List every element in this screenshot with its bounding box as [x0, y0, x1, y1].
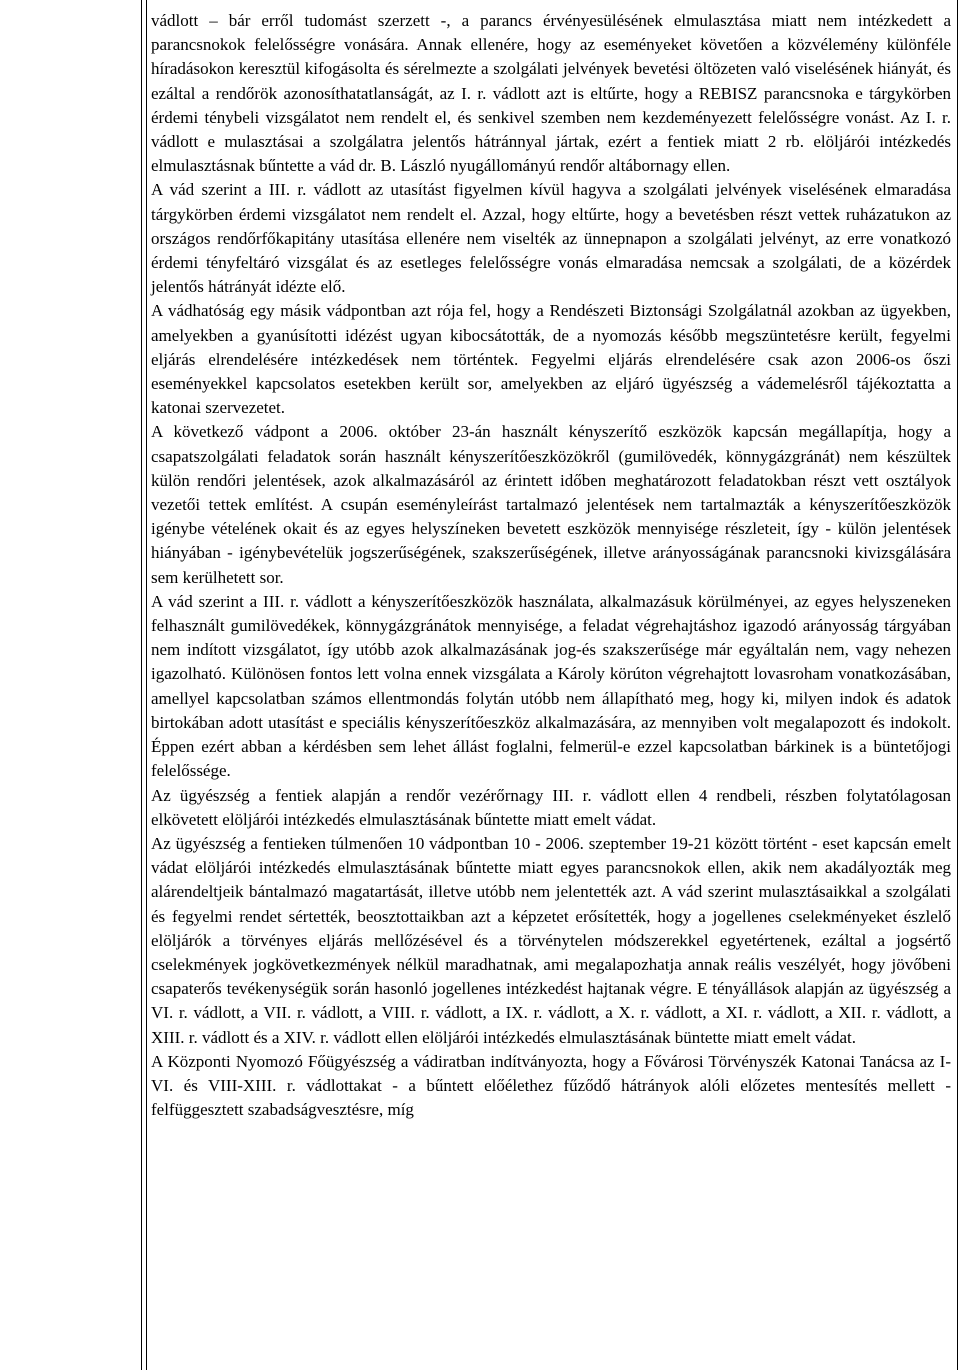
- table-border-inner: [146, 0, 147, 1370]
- paragraph: A következő vádpont a 2006. október 23-án használt kényszerítő eszközök kapcsán megállapítja, hogy a csapatszolgálati feladatok során használt kényszerítőeszközökről (gumilövedék, könnygázgránát) nem készültek külön rendőri jelentések, azok alkalmazásáról az érintett időben meghatározott feladatokban részt vett osztályok vezetői tettek említést. A csupán eseményleírást tartalmazó jelentések nem tartalmazták a kényszerítőeszközök igénybe vételének okait és az egyes helyszíneken bevetett eszközök mennyisége részleteit, így - külön jelentések hiányában - igénybevételük jogszerűségének, szakszerűségének, illetve arányosságának parancsnoki kivizsgálására sem kerülhetett sor.: [151, 422, 951, 587]
- paragraph: A vád szerint a III. r. vádlott az utasítást figyelmen kívül hagyva a szolgálati jelvények viselésének elmaradása tárgykörben érdemi vizsgálatot nem rendelt el. Azzal, hogy eltűrte, hogy a bevetésben részt vettek ruházatukon az országos rendőrfőkapitány utasítása ellenére nem viselték az ünnepnapon a szolgálati jelvényt, az erre vonatkozó érdemi tényfeltáró vizsgálat és az esetleges felelősségre vonás elmaradása nemcsak a szolgálati, de a közérdek jelentős hátrányát idézte elő.: [151, 180, 951, 297]
- paragraph: vádlott – bár erről tudomást szerzett -, a parancs érvényesülésének elmulasztása miatt nem intézkedett a parancsnokok felelősségre vonására. Annak ellenére, hogy az eseményeket követően a közvélemény különféle híradásokon keresztül kifogásolta és sérelmezte a szolgálati jelvények bevetési öltözeten való viselésének hiányát, és ezáltal a rendőrök azonosíthatatlanságát, az I. r. vádlott azt is eltűrte, hogy a REBISZ parancsnoka e tárgykörben érdemi ténybeli vizsgálatot nem rendelt el, és senkivel szemben nem kezdeményezett felelősségre vonást. Az I. r. vádlott e mulasztásai a szolgálatra jelentős hátránnyal jártak, ezért a fentiek miatt 2 rb. elöljárói intézkedés elmulasztásnak bűntette a vád dr. B. László nyugállományú rendőr altábornagy ellen.: [151, 11, 951, 176]
- paragraph: Az ügyészség a fentiek alapján a rendőr vezérőrnagy III. r. vádlott ellen 4 rendbeli, részben folytatólagosan elkövetett elöljárói intézkedés elmulasztásának bűntette miatt emelt vádat.: [151, 785, 951, 829]
- document-body: [151, 9, 951, 1122]
- paragraph: A vád szerint a III. r. vádlott a kényszerítőeszközök használata, alkalmazásuk körülményei, az egyes helyszeneken felhasznált gumilövedékek, könnygázgránátok mennyisége, a feladat végrehajtáshoz igazodó arányosság tárgyában nem indított vizsgálatot, így utóbb azok alkalmazásának jog-és szakszerűsége már egyáltalán nem, vagy nehezen igazolható. Különösen fontos lett volna ennek vizsgálata a Károly körúton végrehajtott lovasroham vonatkozásában, amellyel kapcsolatban számos ellentmondás folytán utóbb nem állapítható meg, hogy ki, milyen indok és adatok birtokában adott utasítást e speciális kényszerítőeszköz alkalmazására, az mennyiben volt megalapozott és indokolt. Éppen ezért abban a kérdésben sem lehet állást foglalni, felmerül-e ezzel kapcsolatban bárkinek is a büntetőjogi felelőssége.: [151, 591, 951, 781]
- table-border-right: [957, 0, 958, 1370]
- table-border-left: [141, 0, 142, 1370]
- paragraph: A vádhatóság egy másik vádpontban azt rója fel, hogy a Rendészeti Biztonsági Szolgálatnál azokban az ügyekben, amelyekben a gyanúsítotti idézést ugyan kibocsátották, de a nyomozás később megszüntetésre került, fegyelmi eljárás elrendelésére intézkedések nem történtek. Fegyelmi eljárás elrendelésére csak azon 2006-os őszi eseményekkel kapcsolatos esetekben került sor, amelyekben az eljáró ügyészség a vádemelésről tájékoztatta a katonai szervezetet.: [151, 301, 951, 418]
- paragraph: A Központi Nyomozó Főügyészség a vádiratban indítványozta, hogy a Fővárosi Törvényszék Katonai Tanácsa az I-VI. és VIII-XIII. r. vádlottakat - a bűntett előélethez fűződő hátrányok alóli előzetes mentesítés mellett - felfüggesztett szabadságvesztésre, míg: [151, 1051, 951, 1120]
- paragraph: Az ügyészség a fentieken túlmenően 10 vádpontban 10 - 2006. szeptember 19-21 között történt - eset kapcsán emelt vádat elöljárói intézkedés elmulasztásának bűntette miatt egyes parancsnokok ellen, akik nem akadályozták meg alárendeltjeik bántalmazó magatartását, illetve utóbb nem jelentették azt. A vád szerint mulasztásaikkal a szolgálati és fegyelmi rendet sértették, beosztottaikban azt a képzetet erősítették, hogy a jogellenes cselekményeket észlelő elöljárók a törvényes eljárás mellőzésével és a törvénytelen módszerekkel egyetértenek, ezáltal a jogsértő cselekmények jogkövetkezmények nélkül maradhatnak, ami megalapozhatja annak reális veszélyét, hogy jövőbeni csapaterős tevékenységük során hasonló jogellenes intézkedést hajtanak végre. E tényállások alapján az ügyészség a VI. r. vádlott, a VII. r. vádlott, a VIII. r. vádlott, a IX. r. vádlott, a X. r. vádlott, a XI. r. vádlott, a XII. r. vádlott, a XIII. r. vádlott és a XIV. r. vádlott ellen elöljárói intézkedés elmulasztásának büntette miatt emelt vádat.: [151, 833, 951, 1047]
